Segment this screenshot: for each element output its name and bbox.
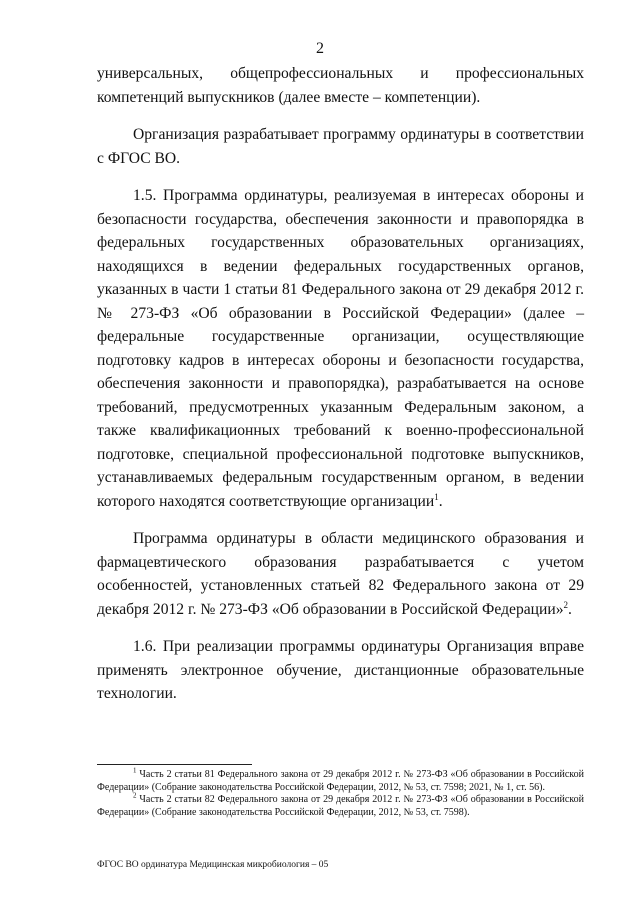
footnote-ref-2[interactable]: 2 [563,599,568,610]
page-number: 2 [316,40,324,57]
paragraph-text: 1.6. При реализации программы ординатуры Организация вправе применять электронное обучение, дистанционные образовательные технологии. [97,638,584,702]
footnote-separator [97,764,252,765]
paragraph-medical [97,527,584,621]
paragraph-text: универсальных, общепрофессиональных и профессиональных компетенций выпускников (далее вместе – компетенции). [97,65,584,106]
paragraph-1-5 [97,184,584,513]
footnote-mark: 2 [133,791,137,800]
paragraph-tail: . [568,600,572,618]
footnotes [97,766,584,819]
main-text [97,62,584,706]
page-footer: ФГОС ВО ординатура Медицинская микробиология – 05 [97,860,329,870]
paragraph-text: Программа ординатуры в области медицинского образования и фармацевтического образования разрабатывается с учетом особенностей, установленных статьей 82 Федерального закона от 29 декабря 2012 г. № 273-ФЗ «Об образовании в Российской Федерации» [97,530,584,618]
paragraph-competencies [97,62,584,109]
paragraph-fgos [97,123,584,170]
footnote-2 [97,791,584,819]
footnote-text: Часть 2 статьи 81 Федерального закона от 29 декабря 2012 г. № 273-ФЗ «Об образовании в Российской Федерации» (Собрание законодательства Российской Федерации, 2012, № 53, ст. 7598; 2021, № 1, ст. 56). [97,769,584,793]
footnote-text: Часть 2 статьи 82 Федерального закона от 29 декабря 2012 г. № 273-ФЗ «Об образовании в Российской Федерации» (Собрание законодательства Российской Федерации, 2012, № 53, ст. 7598). [97,794,584,818]
paragraph-1-6 [97,635,584,706]
footnote-ref-1[interactable]: 1 [434,491,439,502]
footnote-1 [97,766,584,794]
paragraph-text: 1.5. Программа ординатуры, реализуемая в интересах обороны и безопасности государства, обеспечения законности и правопорядка в федеральных государственных образовательных организациях, находящихся в ведении федеральных государственных органов, указанных в части 1 статьи 81 Федерального закона от 29 декабря 2012 г. № 273-ФЗ «Об образовании в Российской Федерации» (далее – федеральные государственные организации, осуществляющие подготовку кадров в интересах обороны и безопасности государства, обеспечения законности и правопорядка), разрабатывается на основе требований, предусмотренных указанным Федеральным законом, а также квалификационных требований к военно-профессиональной подготовке, специальной профессиональной подготовке выпускников, устанавливаемых федеральным государственным органом, в ведении которого находятся соответствующие организации [97,187,584,510]
paragraph-tail: . [438,492,443,510]
footnote-mark: 1 [133,766,137,775]
paragraph-text: Организация разрабатывает программу ординатуры в соответствии с ФГОС ВО. [97,126,584,167]
